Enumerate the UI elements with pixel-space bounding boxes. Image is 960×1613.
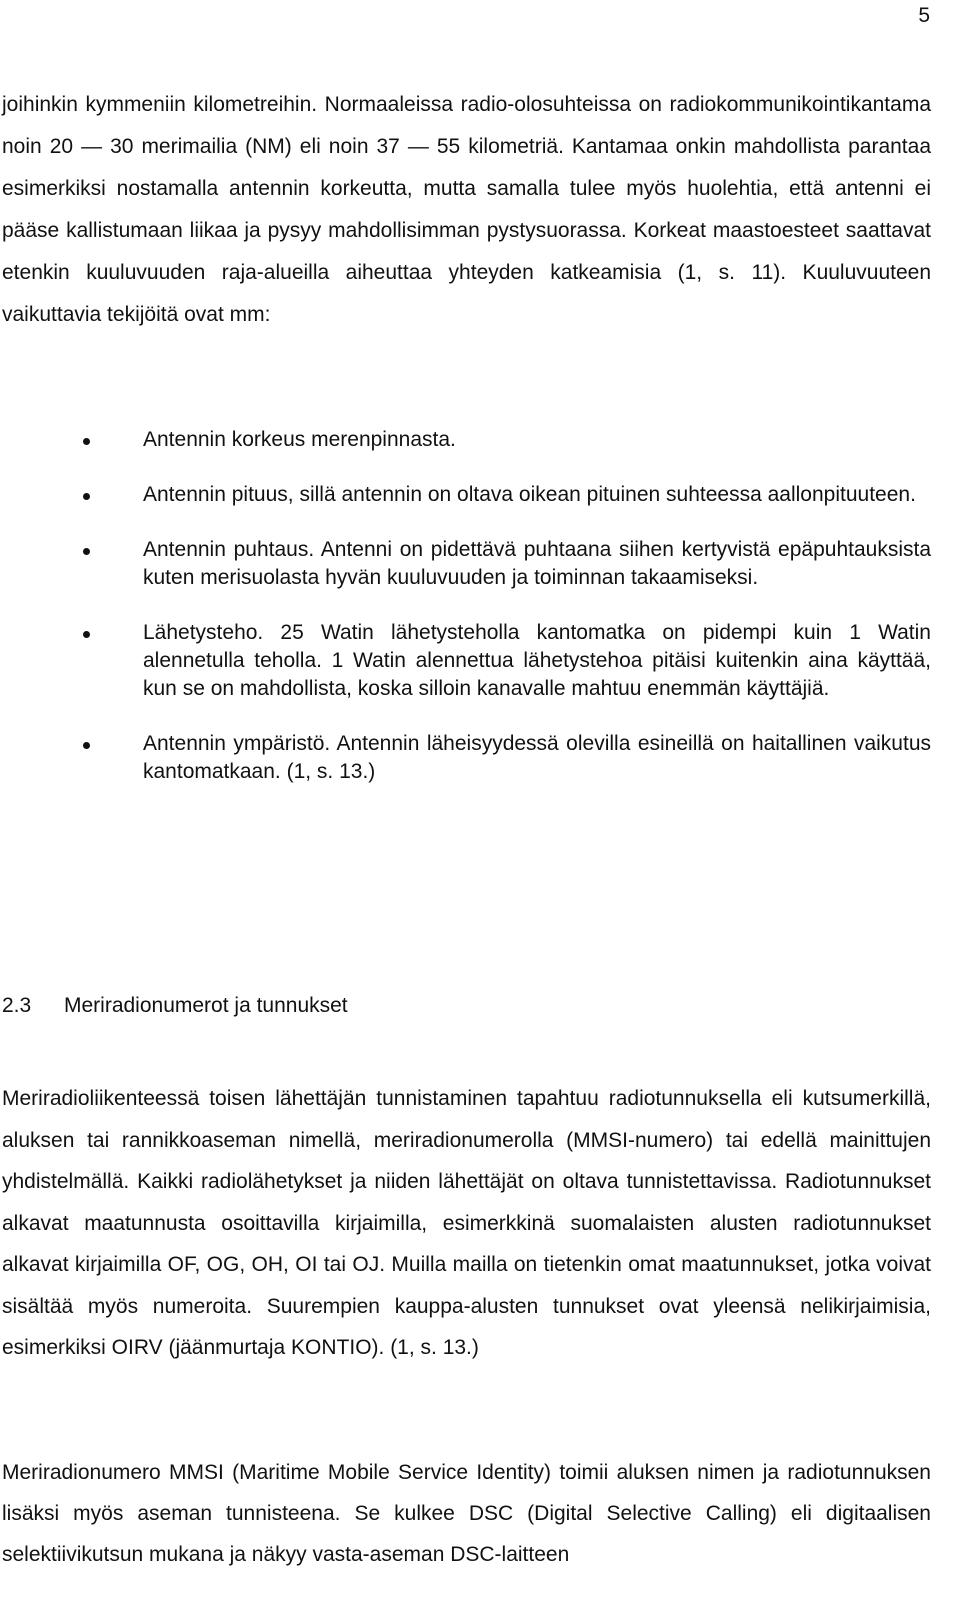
paragraph-range-factors: joihinkin kymmeniin kilometreihin. Normaaleissa radio-olosuhteissa on radiokommunikointikantama noin 20 — 30 merimailia (NM) eli noin 37 — 55 kilometriä. Kantamaa onkin mahdollista parantaa esimerkiksi nostamalla antennin korkeutta, mutta samalla tulee myös huolehtia, että antenni ei pääse kallistumaan liikaa ja pysyy mahdollisimman pystysuorassa. Korkeat maastoesteet saattavat etenkin kuuluvuuden raja-alueilla aiheuttaa yhteyden katkeamisia (1, s. 11). Kuuluvuuteen vaikuttavia tekijöitä ovat mm: [2, 93, 931, 326]
page-number: 5 [918, 4, 930, 27]
list-item-text: Antennin ympäristö. Antennin läheisyydessä olevilla esineillä on haitallinen vaikutus kantomatkaan. (1, s. 13.) [143, 732, 931, 783]
list-item [0, 426, 931, 454]
section-number: 2.3 [2, 994, 32, 1017]
bullet-icon [83, 438, 90, 445]
paragraph-mmsi: Meriradionumero MMSI (Maritime Mobile Service Identity) toimii aluksen nimen ja radiotunnuksen lisäksi myös aseman tunnisteena. Se kulkee DSC (Digital Selective Calling) eli digitaalisen selektiivikutsun mukana ja näkyy vasta-aseman DSC-laitteen [2, 1461, 931, 1566]
bullet-icon [83, 742, 90, 749]
paragraph-radio-identification: Meriradioliikenteessä toisen lähettäjän tunnistaminen tapahtuu radiotunnuksella eli kutsumerkillä, aluksen tai rannikkoaseman nimellä, meriradionumerolla (MMSI-numero) tai edellä mainittujen yhdistelmällä. Kaikki radiolähetykset ja niiden lähettäjät on oltava tunnistettavissa. Radiotunnukset alkavat maatunnusta osoittavilla kirjaimilla, esimerkkinä suomalaisten alusten radiotunnukset alkavat kirjaimilla OF, OG, OH, OI tai OJ. Muilla mailla on tietenkin omat maatunnukset, jotka voivat sisältää myös numeroita. Suurempien kauppa-alusten tunnukset ovat yleensä nelikirjaimisia, esimerkiksi OIRV (jäänmurtaja KONTIO). (1, s. 13.) [2, 1087, 931, 1359]
list-item [0, 536, 931, 592]
bullet-icon [83, 493, 90, 500]
bullet-icon [83, 548, 90, 555]
list-item-text: Antennin korkeus merenpinnasta. [143, 428, 456, 451]
list-item-text: Antennin puhtaus. Antenni on pidettävä puhtaana siihen kertyvistä epäpuhtauksista kuten merisuolasta hyvän kuuluvuuden ja toiminnan takaamiseksi. [143, 538, 931, 589]
list-item-text: Antennin pituus, sillä antennin on oltava oikean pituinen suhteessa aallonpituuteen. [143, 483, 916, 506]
bullet-icon [83, 631, 90, 638]
range-factors-list [0, 426, 931, 813]
list-item [0, 730, 931, 786]
list-item [0, 481, 931, 509]
list-item [0, 619, 931, 703]
section-heading [2, 992, 348, 1020]
list-item-text: Lähetysteho. 25 Watin lähetysteholla kantomatka on pidempi kuin 1 Watin alennetulla teholla. 1 Watin alennettua lähetystehoa pitäisi kuitenkin aina käyttää, kun se on mahdollista, koska silloin kanavalle mahtuu enemmän käyttäjiä. [143, 621, 931, 700]
section-title: Meriradionumerot ja tunnukset [64, 994, 348, 1017]
